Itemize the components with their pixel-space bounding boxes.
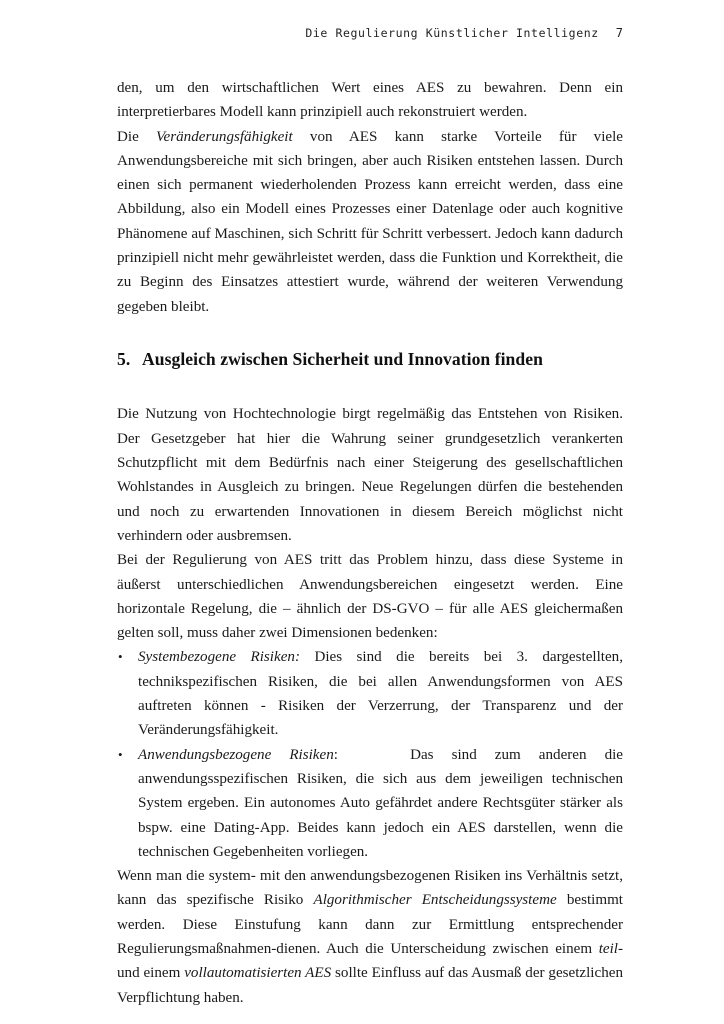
emphasis-veraenderungsfaehigkeit: Veränderungsfähigkeit bbox=[156, 128, 293, 145]
list-item bbox=[117, 743, 623, 864]
emphasis-algorithmischer-entscheidungssysteme: Algorithmischer Entscheidungssysteme bbox=[313, 892, 557, 909]
section-title: Ausgleich zwischen Sicherheit und Innovation finden bbox=[142, 348, 543, 369]
running-head-title: Die Regulierung Künstlicher Intelligenz bbox=[305, 26, 599, 40]
bullet-icon: • bbox=[118, 649, 123, 665]
risk-dimensions-list bbox=[117, 645, 623, 864]
list-item bbox=[117, 645, 623, 742]
page-number: 7 bbox=[615, 26, 623, 40]
paragraph-continuation: den, um den wirtschaftlichen Wert eines AES zu bewahren. Denn ein interpretierbares Modell kann prinzipiell auch rekonstruiert werden. bbox=[117, 80, 623, 121]
bullet-0-lead-italic: Systembezogene Risiken: bbox=[138, 649, 300, 666]
bullet-0-gap bbox=[300, 649, 314, 665]
paragraph-hochtechnologie: Die Nutzung von Hochtechnologie birgt regelmäßig das Entstehen von Risiken. Der Gesetzgeber hat hier die Wahrung seiner grundgesetzlich verankerten Schutzpflicht mit dem Bedürfnis nach einer Steigerung des gesellschaftlichen Wohlstandes in Ausgleich zu bringen. Neue Regelungen dürfen die bestehenden und noch zu erwartenden Innovationen in diesem Bereich möglichst nicht verhindern oder ausbremsen. bbox=[117, 406, 623, 544]
paragraph-verhaeltnis bbox=[117, 864, 623, 1010]
section-number: 5. bbox=[117, 348, 131, 369]
running-head bbox=[117, 26, 623, 40]
para5-c: und einem bbox=[117, 965, 185, 982]
bullet-1-text: Das sind zum anderen die anwendungsspezifischen Risiken, die sich aus dem jeweiligen technischen System ergeben. Ein autonomes Auto gefährdet andere Rechtsgüter stärker als bspw. eine Dating-App. Beides kann jedoch ein AES darstellen, wenn die technischen Gegebenheiten vorliegen. bbox=[138, 746, 624, 860]
para5-b: bestimmt werden. Diese Einstufung kann dann zur Ermittlung entsprechender Regulierungsmaßnahmen-dienen. Auch die Unterscheidung zwischen einem bbox=[117, 892, 623, 957]
emphasis-vollautomatisierten-aes: vollautomatisierten AES bbox=[184, 965, 332, 982]
paragraph-veraenderungsfaehigkeit bbox=[117, 125, 623, 319]
para5-d: sollte Einfluss auf das Ausmaß der gesetzlichen Verpflichtung haben. bbox=[117, 965, 623, 1006]
section-heading bbox=[117, 347, 623, 373]
para5-a: Wenn man die system- mit den anwendungsbezogenen Risiken ins Verhältnis setzt, kann das spezifische Risiko bbox=[117, 868, 623, 909]
para2-rest: von AES kann starke Vorteile für viele Anwendungsbereiche mit sich bringen, aber auch Risiken entstehen lassen. Durch einen sich permanent wiederholenden Prozess kann erreicht werden, dass eine Abbildung, also ein Modell eines Prozesses einer Datenlage oder auch kognitive Phänomene auf Maschinen, sich Schritt für Schritt verbessert. Jedoch kann dadurch prinzipiell nicht mehr gewährleistet werden, dass die Funktion und Korrektheit, die zu Beginn des Einsatzes attestiert wurde, während der weiteren Verwendung gegeben bleibt. bbox=[117, 128, 624, 315]
bullet-icon: • bbox=[118, 746, 123, 762]
bullet-0-text: Dies sind die bereits bei 3. dargestellten, technikspezifischen Risiken, die bei allen Anwendungsformen von AES auftreten können - Risiken der Verzerrung, der Transparenz und der Veränderungsfähigkeit. bbox=[138, 649, 623, 739]
spacer-before-heading bbox=[117, 319, 623, 347]
spacer-after-heading bbox=[117, 372, 623, 402]
body-text-column bbox=[117, 76, 623, 1010]
bullet-1-gap bbox=[338, 747, 410, 763]
emphasis-teil: teil- bbox=[598, 941, 623, 957]
bullet-1-lead-tail: : bbox=[333, 746, 338, 763]
para2-prefix: Die bbox=[117, 128, 157, 145]
bullet-1-lead-italic: Anwendungsbezogene Risiken bbox=[138, 746, 334, 763]
paragraph-regulierung-aes: Bei der Regulierung von AES tritt das Problem hinzu, dass diese Systeme in äußerst unterschiedlichen Anwendungsbereichen eingesetzt werden. Eine horizontale Regelung, die – ähnlich der DS-GVO – für alle AES gleichermaßen gelten soll, muss daher zwei Dimensionen bedenken: bbox=[117, 552, 623, 642]
